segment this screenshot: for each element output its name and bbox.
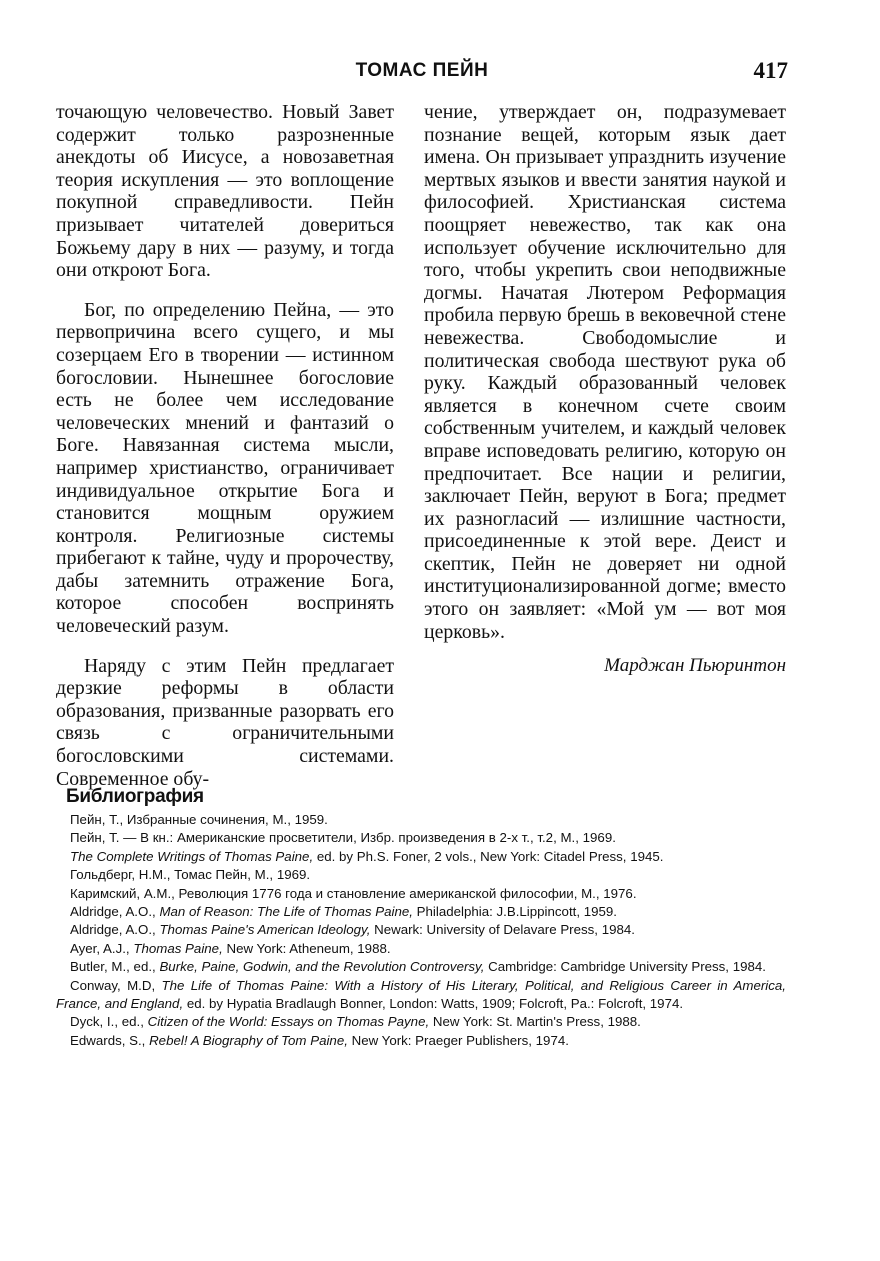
bibliography-list: [56, 811, 786, 1050]
bibliography-entry: [56, 903, 786, 921]
bibliography-entry: [56, 940, 786, 958]
entry-title: Man of Reason: The Life of Thomas Paine,: [159, 904, 413, 920]
entry-text: Newark: University of Delavare Press, 1984.: [370, 922, 635, 938]
bibliography-entry: [56, 1013, 786, 1031]
entry-text: Ayer, A.J.,: [70, 940, 134, 956]
entry-title: The Complete Writings of Thomas Paine,: [70, 848, 314, 864]
author-signature: Марджан Пьюринтон: [604, 655, 786, 677]
running-head-title: ТОМАС ПЕЙН: [355, 60, 489, 81]
bibliography-entry: [56, 829, 786, 847]
bibliography-entry: [56, 977, 786, 1014]
bibliography-entry: [56, 811, 786, 829]
entry-text: ed. by Ph.S. Foner, 2 vols., New York: Citadel Press, 1945.: [313, 848, 664, 864]
bibliography-entry: [56, 921, 786, 939]
entry-text: Пейн, Т., Избранные сочинения, М., 1959.: [70, 812, 328, 827]
entry-text: Cambridge: Cambridge University Press, 1984.: [484, 959, 766, 975]
entry-title: Burke, Paine, Godwin, and the Revolution Controversy,: [159, 959, 485, 975]
paragraph: точающую человечество. Новый Завет содержит только разрозненные анекдоты об Иисусе, а новозаветная теория искупления — это воплощение покупной справедливости. Пейн призывает читателей довериться Божьему дару в них — разуму, и тогда они откроют Бога.: [56, 101, 394, 282]
running-head: [56, 58, 788, 88]
right-text-column: [424, 101, 786, 678]
entry-text: Каримский, А.М., Революция 1776 года и становление американской философии, М., 1976.: [70, 885, 637, 901]
entry-title: Rebel! A Biography of Tom Paine,: [149, 1032, 348, 1048]
bibliography-entry: [56, 848, 786, 866]
entry-title: Citizen of the World: Essays on Thomas Payne,: [147, 1014, 430, 1030]
entry-text: Dyck, I., ed.,: [70, 1014, 148, 1030]
bibliography-section: [56, 786, 786, 1050]
entry-text: Philadelphia: J.B.Lippincott, 1959.: [412, 904, 617, 920]
entry-text: Edwards, S.,: [70, 1032, 150, 1048]
paragraph: Наряду с этим Пейн предлагает дерзкие реформы в области образования, призванные разорвать его связь с ограничительными богословскими системами. Современное обу-: [56, 654, 394, 790]
paragraph: чение, утверждает он, подразумевает познание вещей, которым язык дает имена. Он призывает упразднить изучение мертвых языков и ввести занятия наукой и философией. Христианская система поощряет невежество, так как она использует обучение исключительно для того, чтобы укрепить свои неподвижные догмы. Начатая Лютером Реформация пробила первую брешь в вековечной стене невежества. Свободомыслие и политическая свобода шествуют рука об руку. Каждый образованный человек является в конечном счете своим собственным учителем, и каждый человек вправе исповедовать религию, которую он предпочитает. Все нации и религии, заключает Пейн, веруют в Бога; предмет их разногласий — излишние частности, присоединенные к этой вере. Деист и скептик, Пейн не доверяет ни одной институционализированной догме; вместо этого он заявляет: «Мой ум — вот моя церковь».: [424, 101, 786, 643]
bibliography-heading: Библиография: [66, 786, 204, 807]
entry-text: ed. by Hypatia Bradlaugh Bonner, London: Watts, 1909; Folcroft, Pa.: Folcroft, 1974.: [183, 996, 684, 1012]
entry-text: Пейн, Т. — В кн.: Американские просветители, Избр. произведения в 2-х т., т.2, М., 1969.: [70, 830, 616, 846]
entry-title: Thomas Paine's American Ideology,: [159, 922, 371, 938]
entry-text: Aldridge, A.O.,: [70, 922, 160, 938]
entry-title: Thomas Paine,: [133, 940, 223, 956]
entry-text: Гольдберг, Н.М., Томас Пейн, М., 1969.: [70, 867, 311, 883]
left-text-column: [56, 101, 394, 790]
bibliography-entry: [56, 866, 786, 884]
entry-text: Aldridge, A.O.,: [70, 904, 160, 920]
entry-text: Conway, M.D,: [70, 977, 162, 993]
entry-title: The Life of Thomas Paine: With a History of His Literary, Political, and Religious Career in America, France, and England,: [56, 977, 786, 1012]
bibliography-entry: [56, 1032, 786, 1050]
paragraph: Бог, по определению Пейна, — это первопричина всего сущего, и мы созерцаем Его в творении — истинном богословии. Нынешнее богословие есть не более чем исследование человеческих мнений и фантазий о Боге. Навязанная система мысли, например христианство, ограничивает индивидуальное открытие Бога и становится мощным оружием контроля. Религиозные системы прибегают к тайне, чуду и пророчеству, дабы затемнить отражение Бога, которое способен воспринять человеческий разум.: [56, 298, 394, 638]
entry-text: New York: St. Martin's Press, 1988.: [429, 1014, 641, 1030]
bibliography-entry: [56, 885, 786, 903]
entry-text: New York: Atheneum, 1988.: [222, 940, 391, 956]
entry-text: New York: Praeger Publishers, 1974.: [347, 1032, 569, 1048]
bibliography-entry: [56, 958, 786, 976]
page-number: 417: [753, 58, 788, 83]
entry-text: Butler, M., ed.,: [70, 959, 160, 975]
